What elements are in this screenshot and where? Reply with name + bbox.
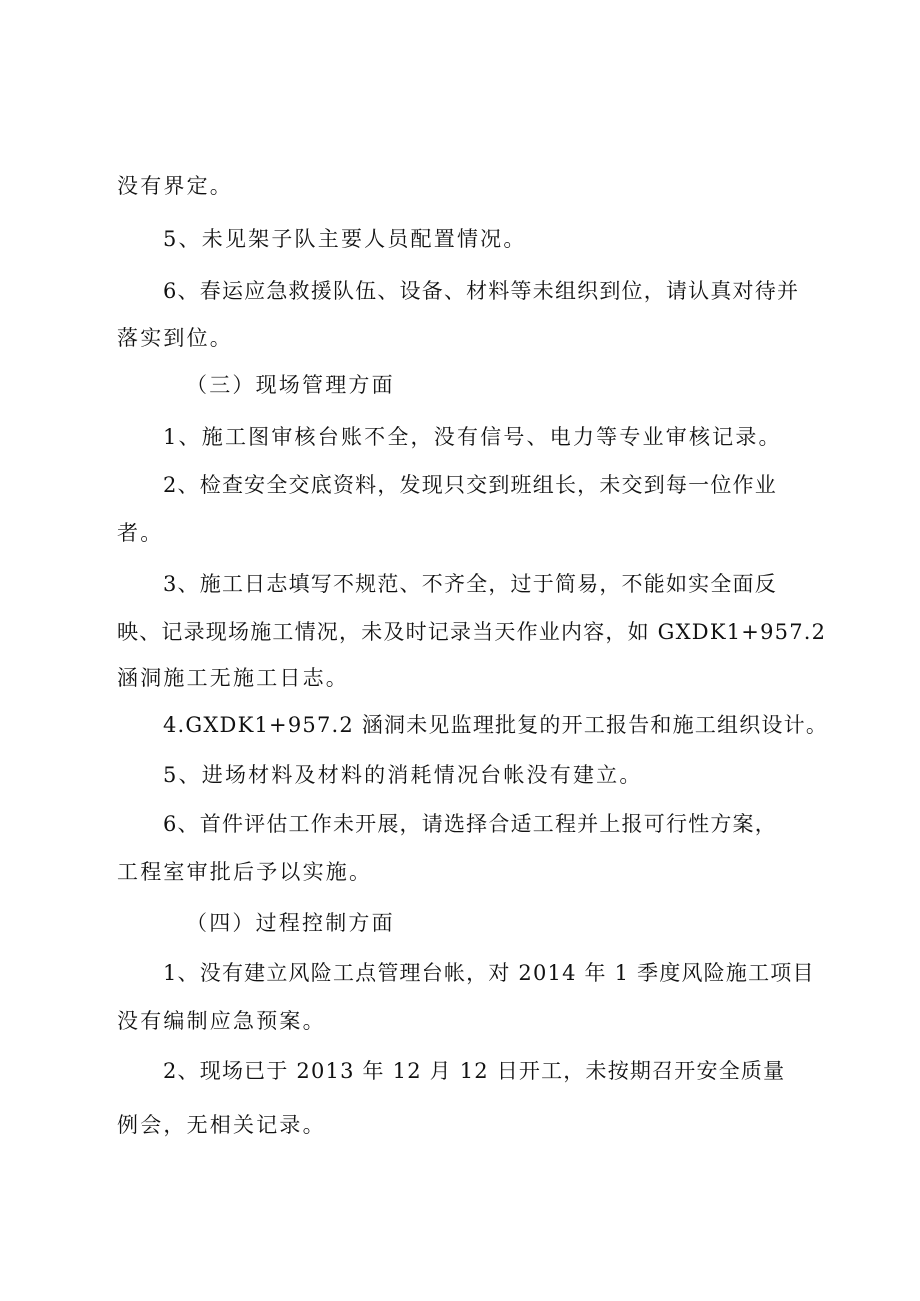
section-heading-site-management: （三）现场管理方面 — [186, 373, 395, 397]
item-6-continuation: 工程室审批后予以实施。 — [117, 860, 373, 884]
item-1-continuation: 没有编制应急预案。 — [117, 1009, 326, 1033]
item-6-emergency: 6、春运应急救援队伍、设备、材料等未组织到位，请认真对待并 — [163, 279, 800, 303]
section-heading-process-control: （四）过程控制方面 — [186, 911, 395, 935]
item-2-continuation: 者。 — [117, 521, 164, 545]
item-6-emergency-continuation: 落实到位。 — [117, 326, 233, 350]
item-3-continuation-1: 映、记录现场施工情况，未及时记录当天作业内容，如 GXDK1+957.2 — [117, 620, 827, 644]
item-2-safety-briefing: 2、检查安全交底资料，发现只交到班组长，未交到每一位作业 — [163, 473, 777, 497]
item-5-material-ledger: 5、进场材料及材料的消耗情况台帐没有建立。 — [163, 763, 643, 787]
item-3-continuation-2: 涵洞施工无施工日志。 — [117, 666, 349, 690]
item-3-construction-log: 3、施工日志填写不规范、不齐全，过于简易，不能如实全面反 — [163, 572, 777, 596]
paragraph-continuation: 没有界定。 — [117, 174, 233, 198]
item-2-continuation: 例会，无相关记录。 — [117, 1113, 326, 1137]
item-6-first-piece-evaluation: 6、首件评估工作未开展，请选择合适工程并上报可行性方案， — [163, 812, 777, 836]
item-1-risk-ledger: 1、没有建立风险工点管理台帐，对 2014 年 1 季度风险施工项目 — [163, 961, 815, 985]
item-1-drawing-review: 1、施工图审核台账不全，没有信号、电力等专业审核记录。 — [163, 425, 782, 449]
item-5-staffing: 5、未见架子队主要人员配置情况。 — [163, 227, 527, 251]
item-2-quality-meeting: 2、现场已于 2013 年 12 月 12 日开工，未按期召开安全质量 — [163, 1059, 786, 1083]
item-4-culvert-approval: 4.GXDK1+957.2 涵洞未见监理批复的开工报告和施工组织设计。 — [163, 713, 829, 737]
